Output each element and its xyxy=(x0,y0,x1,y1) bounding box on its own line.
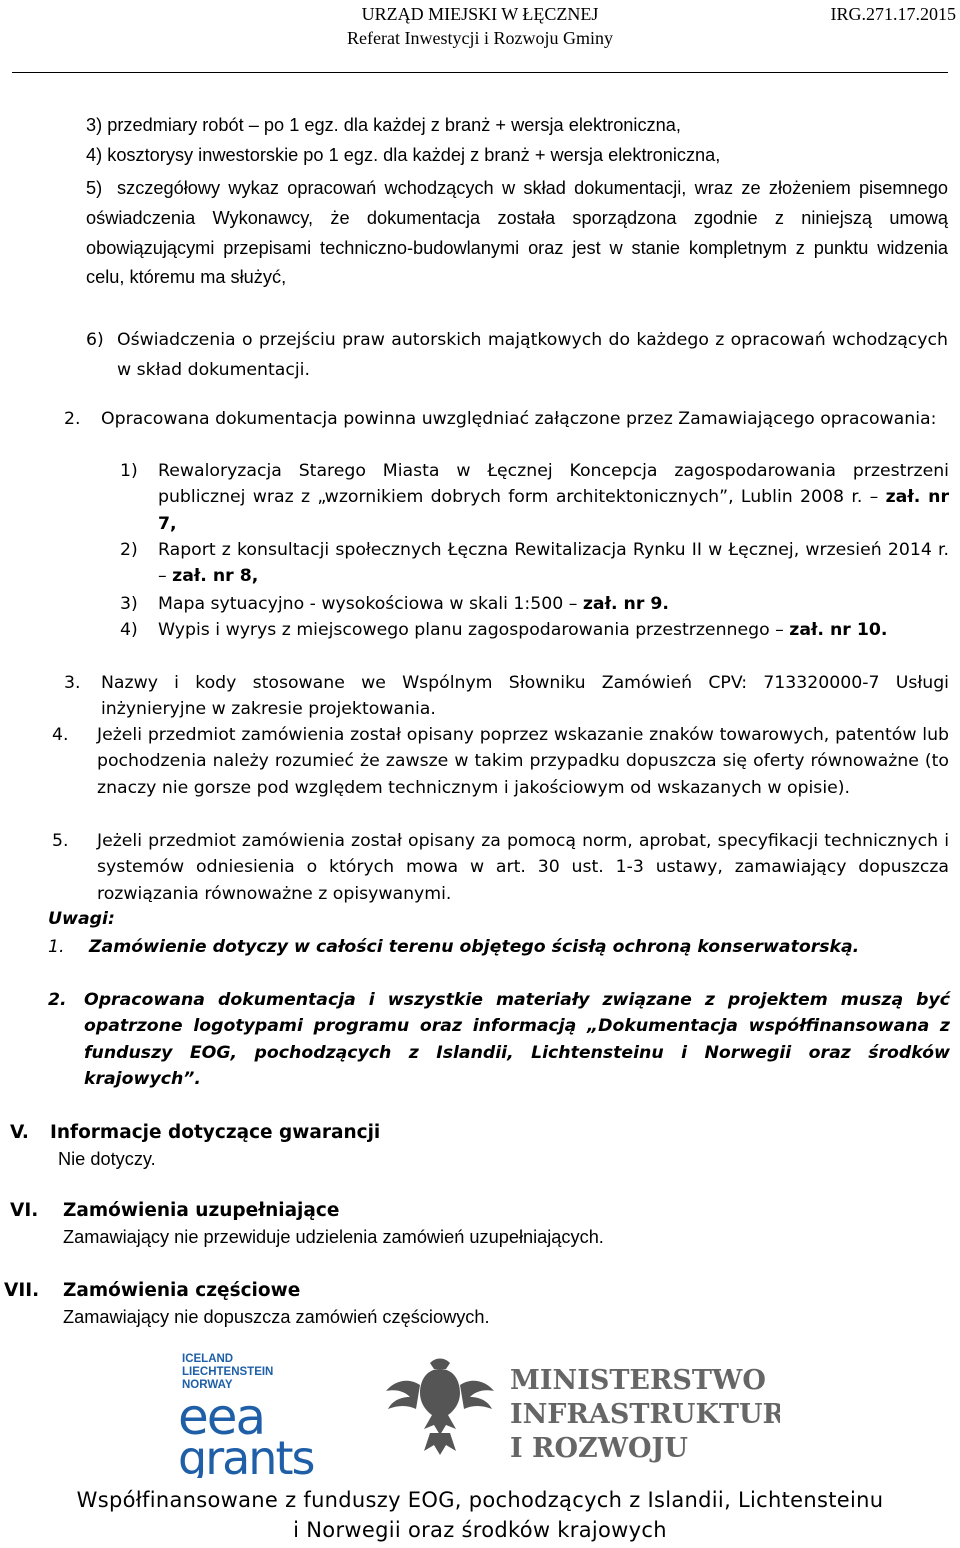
list-item-5 xyxy=(86,174,948,293)
attachment-ref: zał. nr 10. xyxy=(789,620,888,640)
reference-number: IRG.271.17.2015 xyxy=(830,4,956,24)
department-name: Referat Inwestycji i Rozwoju Gminy xyxy=(347,28,613,48)
grants-word: grants xyxy=(178,1431,314,1478)
white-eagle-emblem xyxy=(386,1359,494,1456)
section-number: VI. xyxy=(10,1200,39,1221)
sub-text: Rewaloryzacja Starego Miasta w Łęcznej Koncepcja zagospodarowania przestrzeni publicznej wraz z „wzornikiem dobrych form architektonicznych”, Lublin 2008 r. – xyxy=(158,461,949,508)
list-item-text: Oświadczenia o przejściu praw autorskich majątkowych do każdego z opracowań wchodzących w skład dokumentacji. xyxy=(117,330,948,380)
sub-label: 2) xyxy=(120,540,138,560)
point-4 xyxy=(52,722,949,801)
list-item-3 xyxy=(86,112,946,138)
footer-line-2: i Norwegii oraz środków krajowych xyxy=(293,1518,667,1542)
notes-title: Uwagi: xyxy=(48,909,115,929)
list-item-text: 4) kosztorysy inwestorskie po 1 egz. dla każdej z branż + wersja elektroniczna, xyxy=(86,145,721,165)
note-1 xyxy=(48,934,950,960)
eea-country-1: ICELAND xyxy=(182,1353,234,1365)
point-label: 3. xyxy=(64,673,81,693)
attachment-ref: zał. nr 7, xyxy=(158,487,949,534)
sub-text: Mapa sytuacyjno - wysokościowa w skali 1:500 – xyxy=(158,594,578,614)
note-label: 1. xyxy=(48,937,65,957)
eea-grants-logo xyxy=(176,1348,336,1478)
sub-text: Raport z konsultacji społecznych Łęczna Rewitalizacja Rynku II w Łęcznej, wrzesień 2014 r. – xyxy=(158,540,949,587)
header-rule xyxy=(12,72,948,73)
section-number: VII. xyxy=(4,1280,40,1301)
section-title: Zamówienia częściowe xyxy=(63,1280,301,1301)
sub-label: 3) xyxy=(120,594,138,614)
note-text: Opracowana dokumentacja i wszystkie materiały związane z projektem muszą być opatrzone logotypami programu oraz informacją „Dokumentacja współfinansowana z funduszy EOG, pochodzących z Islandii, Lichtensteinu i Norwegii oraz środków krajowych”. xyxy=(84,990,950,1089)
point-label: 5. xyxy=(52,831,69,851)
section-title: Zamówienia uzupełniające xyxy=(63,1200,340,1221)
list-item-4 xyxy=(86,142,946,168)
page-header xyxy=(0,2,960,72)
point-label: 4. xyxy=(52,725,69,745)
note-2 xyxy=(48,987,950,1092)
list-item-label: 6) xyxy=(86,330,104,350)
ministry-line-1: MINISTERSTWO xyxy=(510,1365,766,1396)
eea-country-2: LIECHTENSTEIN xyxy=(182,1366,274,1378)
section-body: Nie dotyczy. xyxy=(58,1149,156,1169)
point-2-sub-4 xyxy=(120,617,949,643)
list-item-6 xyxy=(86,325,948,385)
note-text: Zamówienie dotyczy w całości terenu objętego ścisłą ochroną konserwatorską. xyxy=(89,937,860,957)
sub-label: 1) xyxy=(120,461,138,481)
section-body: Zamawiający nie przewiduje udzielenia zamówień uzupełniających. xyxy=(63,1227,604,1247)
point-text: Nazwy i kody stosowane we Wspólnym Słowniku Zamówień CPV: 713320000-7 Usługi inżynieryjne w zakresie projektowania. xyxy=(101,673,949,720)
point-2-sub-2 xyxy=(120,537,949,590)
point-label: 2. xyxy=(64,409,81,429)
eea-word: eea xyxy=(178,1388,265,1446)
note-label: 2. xyxy=(48,990,67,1010)
point-text: Jeżeli przedmiot zamówienia został opisany poprzez wskazanie znaków towarowych, patentów lub pochodzenia należy rozumieć że zawsze w takim przypadku dopuszcza się oferty równoważne (to znaczy nie gorsze pod względem technicznym i jakościowym od wskazanych w opisie). xyxy=(97,725,949,798)
section-number: V. xyxy=(10,1122,29,1143)
point-2-sub-1 xyxy=(120,458,949,537)
office-name: URZĄD MIEJSKI W ŁĘCZNEJ xyxy=(361,4,599,24)
section-vii xyxy=(4,1278,934,1330)
ministry-logo xyxy=(380,1345,780,1465)
point-2 xyxy=(64,406,949,432)
point-5 xyxy=(52,828,949,907)
section-vi xyxy=(10,1198,940,1250)
ministry-line-3: I ROZWOJU xyxy=(510,1433,688,1464)
footer-line-1: Współfinansowane z funduszy EOG, pochodzących z Islandii, Lichtensteinu xyxy=(76,1488,884,1512)
list-item-label: 5) xyxy=(86,178,103,198)
point-text: Opracowana dokumentacja powinna uwzględniać załączone przez Zamawiającego opracowania: xyxy=(101,409,937,429)
point-3 xyxy=(64,670,949,723)
section-title: Informacje dotyczące gwarancji xyxy=(50,1122,381,1143)
list-item-text: 3) przedmiary robót – po 1 egz. dla każdej z branż + wersja elektroniczna, xyxy=(86,115,681,135)
sub-text: Wypis i wyrys z miejscowego planu zagospodarowania przestrzennego – xyxy=(158,620,784,640)
point-2-sub-3 xyxy=(120,591,949,617)
section-v xyxy=(10,1120,940,1172)
list-item-text: szczegółowy wykaz opracowań wchodzących w skład dokumentacji, wraz ze złożeniem pisemnego oświadczenia Wykonawcy, że dokumentacja została sporządzona zgodnie z niniejszą umową obowiązującymi przepisami techniczno-budowlanymi oraz jest w stanie kompletnym z punktu widzenia celu, któremu ma służyć, xyxy=(86,178,948,288)
point-text: Jeżeli przedmiot zamówienia został opisany za pomocą norm, aprobat, specyfikacji technicznych i systemów odniesienia o których mowa w art. 30 ust. 1-3 ustawy, zamawiający dopuszcza rozwiązania równoważne z opisywanymi. xyxy=(97,831,949,904)
attachment-ref: zał. nr 9. xyxy=(582,594,669,614)
sub-label: 4) xyxy=(120,620,138,640)
section-body: Zamawiający nie dopuszcza zamówień częściowych. xyxy=(63,1307,490,1327)
ministry-line-2: INFRASTRUKTURY xyxy=(510,1399,780,1430)
attachment-ref: zał. nr 8, xyxy=(172,566,259,587)
eea-country-3: NORWAY xyxy=(182,1379,233,1391)
